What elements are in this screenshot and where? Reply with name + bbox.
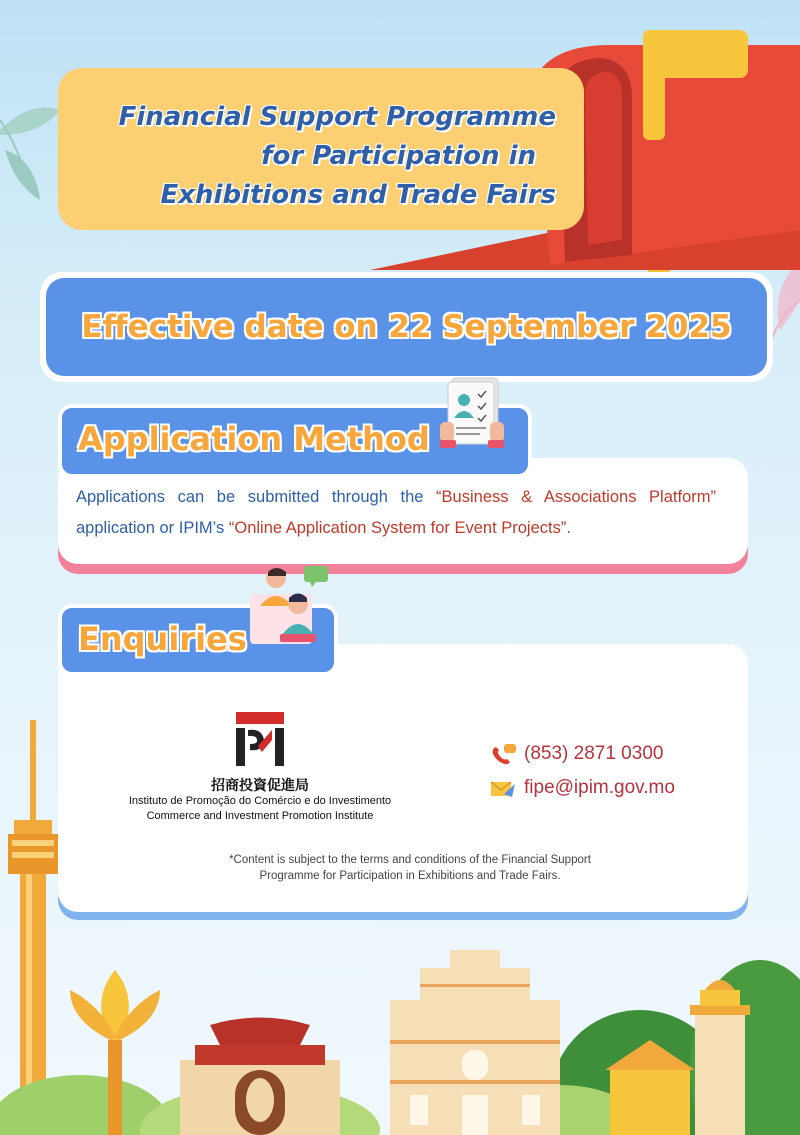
phone-number[interactable]: (853) 2871 0300: [524, 743, 664, 764]
terms-note: *Content is subject to the terms and conditions of the Financial Support Programme for Participation in Exhibitions and Trade Fairs.: [229, 854, 591, 882]
people-chat-icon: [246, 564, 336, 648]
enquiries-heading: Enquiries: [78, 620, 247, 658]
email-address[interactable]: fipe@ipim.gov.mo: [524, 777, 675, 798]
title-line-3: Exhibitions and Trade Fairs: [160, 180, 556, 210]
document-checklist-icon: [440, 374, 514, 454]
application-method-text: Applications can be submitted through the “Business & Associations Platform” application or IPIM’s “Online Application System for Event Projects”.: [76, 488, 716, 537]
platform-link[interactable]: “Business & Associations Platform”: [436, 488, 716, 506]
effective-date-text: Effective date on 22 September 2025: [81, 309, 732, 345]
online-system-link[interactable]: “Online Application System for Event Projects”: [228, 519, 567, 537]
org-name-portuguese: Instituto de Promoção do Comércio e do Investimento: [128, 795, 392, 807]
application-method-heading: Application Method: [78, 420, 430, 458]
ipim-logo-icon: [232, 710, 288, 768]
title-banner: [58, 68, 584, 230]
org-name-english: Commerce and Investment Promotion Institute: [146, 810, 374, 822]
macau-landmarks-illustration: [0, 950, 800, 1135]
org-name-chinese: 招商投資促進局: [211, 777, 309, 793]
title-line-1: Financial Support Programme: [118, 102, 556, 132]
phone-icon: [490, 744, 516, 766]
title-line-2: for Participation in: [261, 141, 536, 171]
email-icon: [490, 778, 516, 800]
effective-date-banner: [40, 272, 773, 382]
